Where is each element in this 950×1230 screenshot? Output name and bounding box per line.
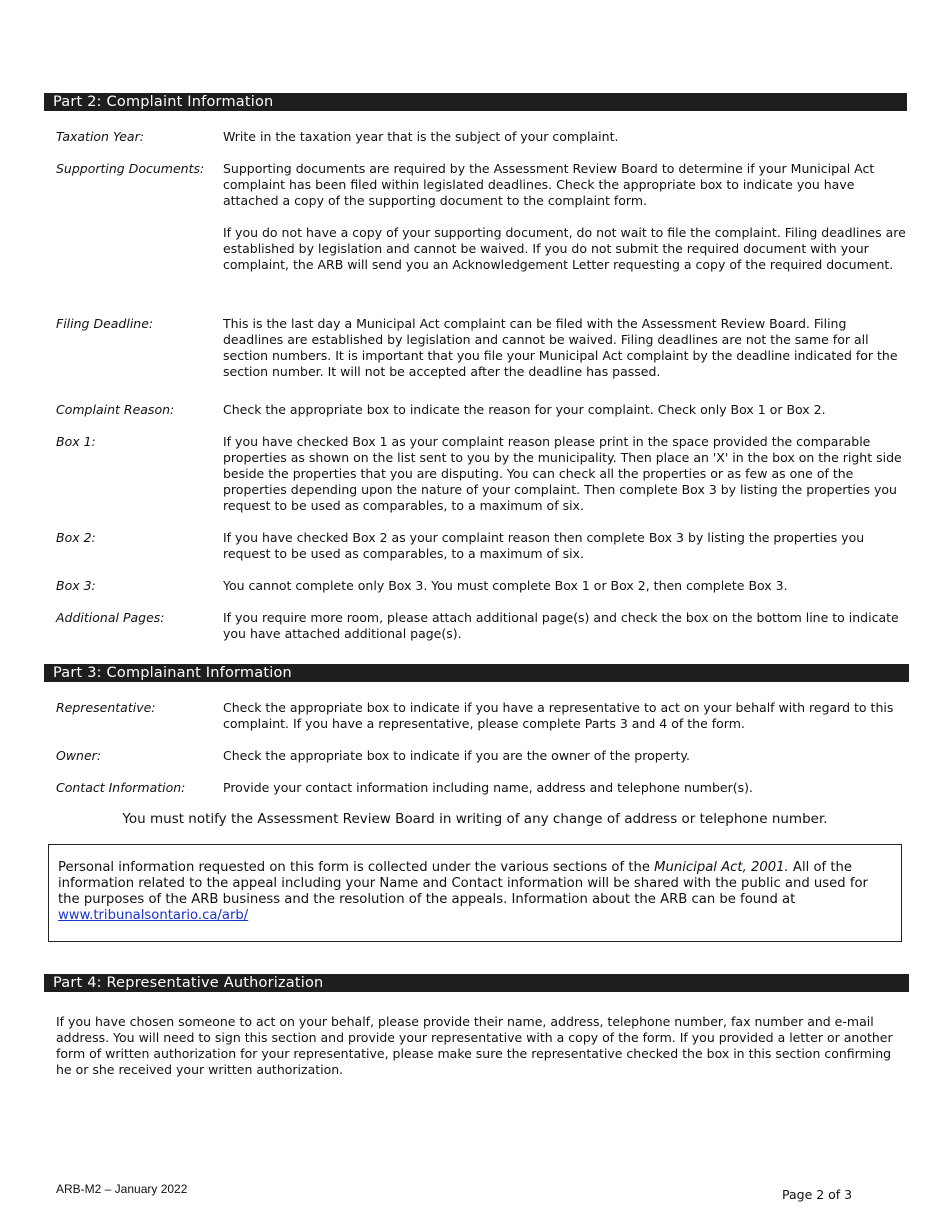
privacy-text-1: Personal information requested on this form is collected under the various sections of the (58, 860, 655, 875)
term-representative: Representative: (56, 700, 156, 715)
desc-additional-pages: If you require more room, please attach additional page(s) and check the box on the bottom line to indicate you have attached additional page(s). (223, 610, 899, 641)
part-2-header (44, 93, 907, 111)
term-taxation-year: Taxation Year: (56, 129, 144, 144)
part-3-title: Part 3: Complainant Information (53, 665, 292, 681)
term-owner: Owner: (56, 748, 102, 763)
term-box-2: Box 2: (56, 530, 96, 545)
desc-contact-information: Provide your contact information including name, address and telephone number(s). (223, 780, 753, 795)
part-4-title: Part 4: Representative Authorization (53, 975, 324, 991)
desc-filing-deadline: This is the last day a Municipal Act complaint can be filed with the Assessment Review Board. Filing deadlines are established by legislation and cannot be waived. Filing deadlines are not the same for all section numbers. It is important that you file your Municipal Act complaint by the deadline indicated for the section number. It will not be accepted after the deadline has passed. (223, 316, 898, 379)
term-box-3: Box 3: (56, 578, 96, 593)
representative-authorization-text: If you have chosen someone to act on your behalf, please provide their name, address, telephone number, fax number and e-mail address. You will need to sign this section and provide your representative with a copy of the form. If you provided a letter or another form of written authorization for your representative, please make sure the representative checked the box in this section confirming he or she received your written authorization. (56, 1014, 893, 1077)
term-box-1: Box 1: (56, 434, 96, 449)
part-4-header (44, 974, 909, 992)
desc-owner: Check the appropriate box to indicate if you are the owner of the property. (223, 748, 690, 763)
page-number: Page 2 of 3 (782, 1187, 853, 1202)
term-filing-deadline: Filing Deadline: (56, 316, 154, 331)
desc-box-1: If you have checked Box 1 as your complaint reason please print in the space provided the comparable properties as shown on the list sent to you by the municipality. Then place an 'X' in the box on the right side beside the properties that you are disputing. You can check all the properties or as few as one of the properties depending upon the nature of your complaint. Then complete Box 3 by listing the properties you request to be used as comparables, to a maximum of six. (223, 434, 902, 513)
privacy-text-2: All of the information related to the appeal including your Name and Contact information will be shared with the public and used for the purposes of the ARB business and the resolution of the appeals. Information about the ARB can be found at (58, 860, 868, 907)
desc-supporting-documents-2: If you do not have a copy of your supporting document, do not wait to file the complaint. Filing deadlines are established by legislation and cannot be waived. If you do not submit the required document with your complaint, the ARB will send you an Acknowledgement Letter requesting a copy of the required document. (223, 225, 906, 272)
term-contact-information: Contact Information: (56, 780, 186, 795)
arb-website-link[interactable]: www.tribunalsontario.ca/arb/ (58, 908, 249, 923)
desc-taxation-year: Write in the taxation year that is the subject of your complaint. (223, 129, 619, 144)
term-supporting-documents: Supporting Documents: (56, 161, 205, 176)
privacy-act-name: Municipal Act, 2001. (654, 860, 789, 875)
term-complaint-reason: Complaint Reason: (56, 402, 175, 417)
term-additional-pages: Additional Pages: (56, 610, 165, 625)
desc-supporting-documents-1: Supporting documents are required by the Assessment Review Board to determine if your Municipal Act complaint has been filed within legislated deadlines. Check the appropriate box to indicate you have attached a copy of the supporting document to the complaint form. (223, 161, 875, 208)
privacy-notice-box (48, 844, 902, 942)
desc-complaint-reason: Check the appropriate box to indicate the reason for your complaint. Check only Box 1 or Box 2. (223, 402, 826, 417)
form-id: ARB-M2 – January 2022 (56, 1182, 188, 1196)
part-3-header (44, 664, 909, 682)
desc-representative: Check the appropriate box to indicate if you have a representative to act on your behalf with regard to this complaint. If you have a representative, please complete Parts 3 and 4 of the form. (223, 700, 894, 731)
desc-box-2: If you have checked Box 2 as your complaint reason then complete Box 3 by listing the properties you request to be used as comparables, to a maximum of six. (223, 530, 865, 561)
change-of-address-notice: You must notify the Assessment Review Board in writing of any change of address or telephone number. (122, 811, 828, 827)
desc-box-3: You cannot complete only Box 3. You must complete Box 1 or Box 2, then complete Box 3. (223, 578, 788, 593)
part-2-title: Part 2: Complaint Information (53, 94, 274, 110)
